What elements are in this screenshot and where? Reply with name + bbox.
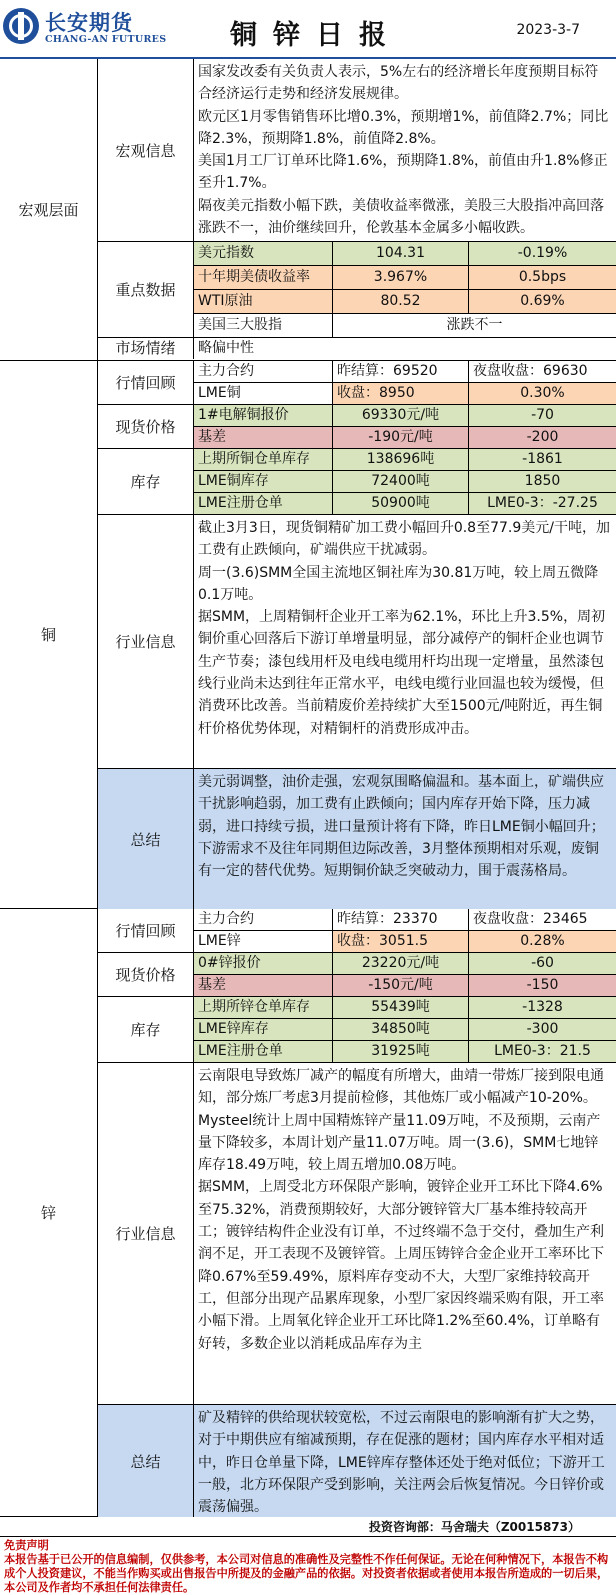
row-name: LME铜 — [194, 383, 333, 404]
copper-spot-row — [194, 427, 616, 449]
market-mood-row — [98, 338, 616, 361]
copper-market-row — [194, 361, 616, 383]
row-extra: LME0-3：-27.25 — [469, 493, 616, 514]
row-value: 收盘：8950 — [333, 383, 469, 404]
copper-industry-para: 据SMM，上周精铜杆企业开工率为62.1%，环比上升3.5%，周初铜价重心回落后下游订单增量明显，部分减停产的铜杆企业也调节生产节奏；漆包线用杆及电线电缆用杆均出现一定增量，虽然漆包线行业尚未达到往年正常水平，电线电缆行业回温也较为缓慢，但消费环比改善。当前精废价差持续扩大至1500元/吨附近，再生铜杆价格优势体现，对精铜杆的消费形成冲击。 — [198, 609, 606, 737]
report-date: 2023-3-7 — [516, 22, 580, 38]
zinc-summary-label: 总结 — [98, 1405, 194, 1517]
row-extra: 夜盘收盘：23465 — [473, 911, 588, 927]
row-extra: -150 — [469, 975, 616, 996]
zinc-category: 锌 — [0, 909, 98, 1516]
analyst-contact: 投资咨询部：马舍瑞夫（Z0015873） — [368, 1520, 580, 1534]
macro-info-text — [194, 59, 616, 242]
zinc-summary-para: 矿及精锌的供给现状较宽松，不过云南限电的影响渐有扩大之势，对于中期供应有缩减预期，存在促涨的题材；国内库存水平相对适中，昨日仓单量下降，LME锌库存整体还处于绝对低位；下游开工一般，北方环保限产受到影响，关注两会后恢复情况。今日锌价或震荡偏强。 — [198, 1410, 605, 1516]
row-name: LME注册仓单 — [194, 493, 333, 514]
copper-industry-para: 周一(3.6)SMM全国主流地区铜社库为30.81万吨，较上周五微降0.1万吨。 — [198, 564, 599, 603]
row-name: 基差 — [194, 975, 333, 996]
key-data-name: 美国三大股指 — [194, 314, 333, 337]
row-extra: -300 — [469, 1019, 616, 1040]
copper-stock-row — [194, 493, 616, 515]
row-name: LME锌库存 — [194, 1019, 333, 1040]
row-value: 昨结算：69520 — [333, 361, 469, 382]
copper-spot-label: 现货价格 — [98, 405, 194, 449]
key-data-change: 0.69% — [469, 290, 616, 313]
row-value: -190元/吨 — [333, 427, 469, 448]
row-extra: 0.30% — [469, 383, 616, 404]
zinc-section — [0, 909, 616, 1517]
copper-market-row — [194, 383, 616, 405]
row-value: 69330元/吨 — [333, 405, 469, 426]
row-extra: 1850 — [469, 471, 616, 492]
row-extra: -1328 — [469, 997, 616, 1018]
key-data-value: 80.52 — [333, 290, 469, 313]
zinc-industry-para: 云南限电导致炼厂减产的幅度有所增大，曲靖一带炼厂接到限电通知，部分炼厂考虑3月提前检修，其他炼厂或小幅减产10-20%。Mysteel统计上周中国精炼锌产量11.09万吨，不及预期，云南产量下降较多，本周计划产量11.07万吨。周一(3.6)，SMM七地锌库存18.49万吨，较上周五增加0.08万吨。 — [198, 1068, 604, 1174]
key-data-name: 十年期美债收益率 — [194, 266, 333, 289]
zinc-spot-row — [194, 953, 616, 975]
macro-category: 宏观层面 — [0, 59, 98, 360]
zinc-industry-para: 据SMM，上周受北方环保限产影响，镀锌企业开工环比下降4.6%至75.32%，消费预期较好，大部分镀锌管大厂基本维持较高开工；镀锌结构件企业没有订单，不过终端不急于交付，叠加生产利润不足，开工表现不及镀锌管。上周压铸锌合金企业开工率环比下降0.67%至59.49%，原料库存变动不大，大型厂家维持较高开工，但部分出现产品累库现象，小型厂家因终端采购有限，开工率小幅下滑。上周氧化锌企业开工环比降1.2%至60.4%，订单略有好转，多数企业以消耗成品库存为主 — [198, 1179, 604, 1352]
copper-stock-row — [194, 471, 616, 493]
row-name: 主力合约 — [194, 361, 333, 382]
key-data-change: 0.5bps — [469, 266, 616, 289]
key-data-row — [194, 242, 616, 266]
row-name: LME锌 — [194, 931, 333, 952]
key-data-row — [194, 314, 616, 338]
row-extra: 0.28% — [469, 931, 616, 952]
zinc-spot-label: 现货价格 — [98, 953, 194, 997]
row-name: 主力合约 — [194, 909, 333, 930]
copper-industry-para: 截止3月3日，现货铜精矿加工费小幅回升0.8至77.9美元/干吨，加工费有止跌倾向，矿端供应干扰减弱。 — [198, 520, 610, 559]
row-value: 72400吨 — [333, 471, 469, 492]
row-value: 50900吨 — [333, 493, 469, 514]
zinc-market-label: 行情回顾 — [98, 909, 194, 953]
row-name: LME注册仓单 — [194, 1041, 333, 1062]
row-name: 0#锌报价 — [194, 953, 333, 974]
macro-info-label: 宏观信息 — [98, 59, 194, 242]
zinc-market-row — [194, 931, 616, 953]
copper-section — [0, 361, 616, 909]
report-header — [0, 0, 616, 59]
key-data-name: WTI原油 — [194, 290, 333, 313]
market-mood-value: 略偏中性 — [198, 340, 254, 356]
contact-line — [0, 1516, 616, 1537]
zinc-stock-row — [194, 997, 616, 1019]
row-extra: -70 — [469, 405, 616, 426]
row-name: 上期所锌仓单库存 — [194, 997, 333, 1018]
row-value: 昨结算：23370 — [333, 909, 469, 930]
row-name: 上期所铜仓单库存 — [194, 449, 333, 470]
row-extra: -1861 — [469, 449, 616, 470]
copper-industry-label: 行业信息 — [98, 515, 194, 769]
macro-section — [0, 59, 616, 361]
macro-info-para: 欧元区1月零售销售环比增0.3%，预期增1%，前值降2.7%；同比降2.3%，预期降1.8%，前值降2.8%。 — [198, 108, 609, 147]
row-name: LME铜库存 — [194, 471, 333, 492]
macro-key-label: 重点数据 — [98, 242, 194, 338]
row-name: 1#电解铜报价 — [194, 405, 333, 426]
copper-category: 铜 — [0, 361, 98, 908]
zinc-spot-row — [194, 975, 616, 997]
key-data-row — [194, 290, 616, 314]
zinc-summary-text — [194, 1405, 616, 1517]
macro-info-para: 国家发改委有关负责人表示，5%左右的经济增长年度预期目标符合经济运行走势和经济发展规律。 — [198, 64, 599, 103]
key-data-value: 104.31 — [333, 242, 469, 265]
copper-stock-row — [194, 449, 616, 471]
key-data-row — [194, 266, 616, 290]
key-data-name: 美元指数 — [194, 242, 333, 265]
row-value: 34850吨 — [333, 1019, 469, 1040]
row-value: -150元/吨 — [333, 975, 469, 996]
row-extra: -60 — [469, 953, 616, 974]
disclaimer: 免责声明 本报告基于已公开的信息编制，仅供参考，本公司对信息的准确性及完整性不作任何保证。无论在何种情况下，本报告不构成个人投资建议，不能当作购买或出售报告中所提及的金融产品的依据。对投资者依据或者使用本报告所造成的一切后果，本公司及作者均不承担任何法律责任。 — [4, 1539, 609, 1594]
row-value: 收盘：3051.5 — [333, 931, 469, 952]
key-data-value: 涨跌不一 — [446, 317, 503, 333]
zinc-stock-row — [194, 1019, 616, 1041]
key-data-value: 3.967% — [333, 266, 469, 289]
row-value: 55439吨 — [333, 997, 469, 1018]
copper-summary-label: 总结 — [98, 769, 194, 909]
copper-summary-text — [194, 769, 616, 909]
row-value: 31925吨 — [333, 1041, 469, 1062]
logo-name-en: CHANG-AN FUTURES — [45, 34, 167, 45]
zinc-industry-text — [194, 1063, 616, 1405]
zinc-stock-label: 库存 — [98, 997, 194, 1063]
copper-industry-text — [194, 515, 616, 769]
copper-summary-para: 美元弱调整，油价走强，宏观氛围略偏温和。基本面上，矿端供应干扰影响趋弱，加工费有止跌倾向；国内库存开始下降，压力减弱，进口持续亏损，进口量预计将有下降，昨日LME铜小幅回升；下游需求不及往年同期但边际改善，3月整体预期相对乐观，废铜有一定的替代优势。短期铜价缺乏突破动力，围于震荡格局。 — [198, 774, 605, 880]
row-value: 138696吨 — [333, 449, 469, 470]
copper-spot-row — [194, 405, 616, 427]
copper-market-label: 行情回顾 — [98, 361, 194, 405]
macro-info-para: 美国1月工厂订单环比降1.6%，预期降1.8%，前值由升1.8%修正至升1.7%。 — [198, 153, 608, 192]
zinc-industry-label: 行业信息 — [98, 1063, 194, 1405]
row-extra: 夜盘收盘：69630 — [473, 363, 588, 379]
row-value: 23220元/吨 — [333, 953, 469, 974]
row-name: 基差 — [194, 427, 333, 448]
market-mood-label: 市场情绪 — [98, 338, 194, 359]
row-extra: -200 — [469, 427, 616, 448]
logo-name-cn: 长安期货 — [45, 11, 133, 35]
report-title: 铜锌日报 — [230, 20, 402, 51]
zinc-stock-row — [194, 1041, 616, 1063]
macro-info-para: 隔夜美元指数小幅下跌，美债收益率微涨，美股三大股指冲高回落涨跌不一，油价继续回升，伦敦基本金属多小幅收跌。 — [198, 197, 604, 237]
zinc-market-row — [194, 909, 616, 931]
key-data-change: -0.19% — [469, 242, 616, 265]
copper-stock-label: 库存 — [98, 449, 194, 515]
row-extra: LME0-3：21.5 — [469, 1041, 616, 1062]
